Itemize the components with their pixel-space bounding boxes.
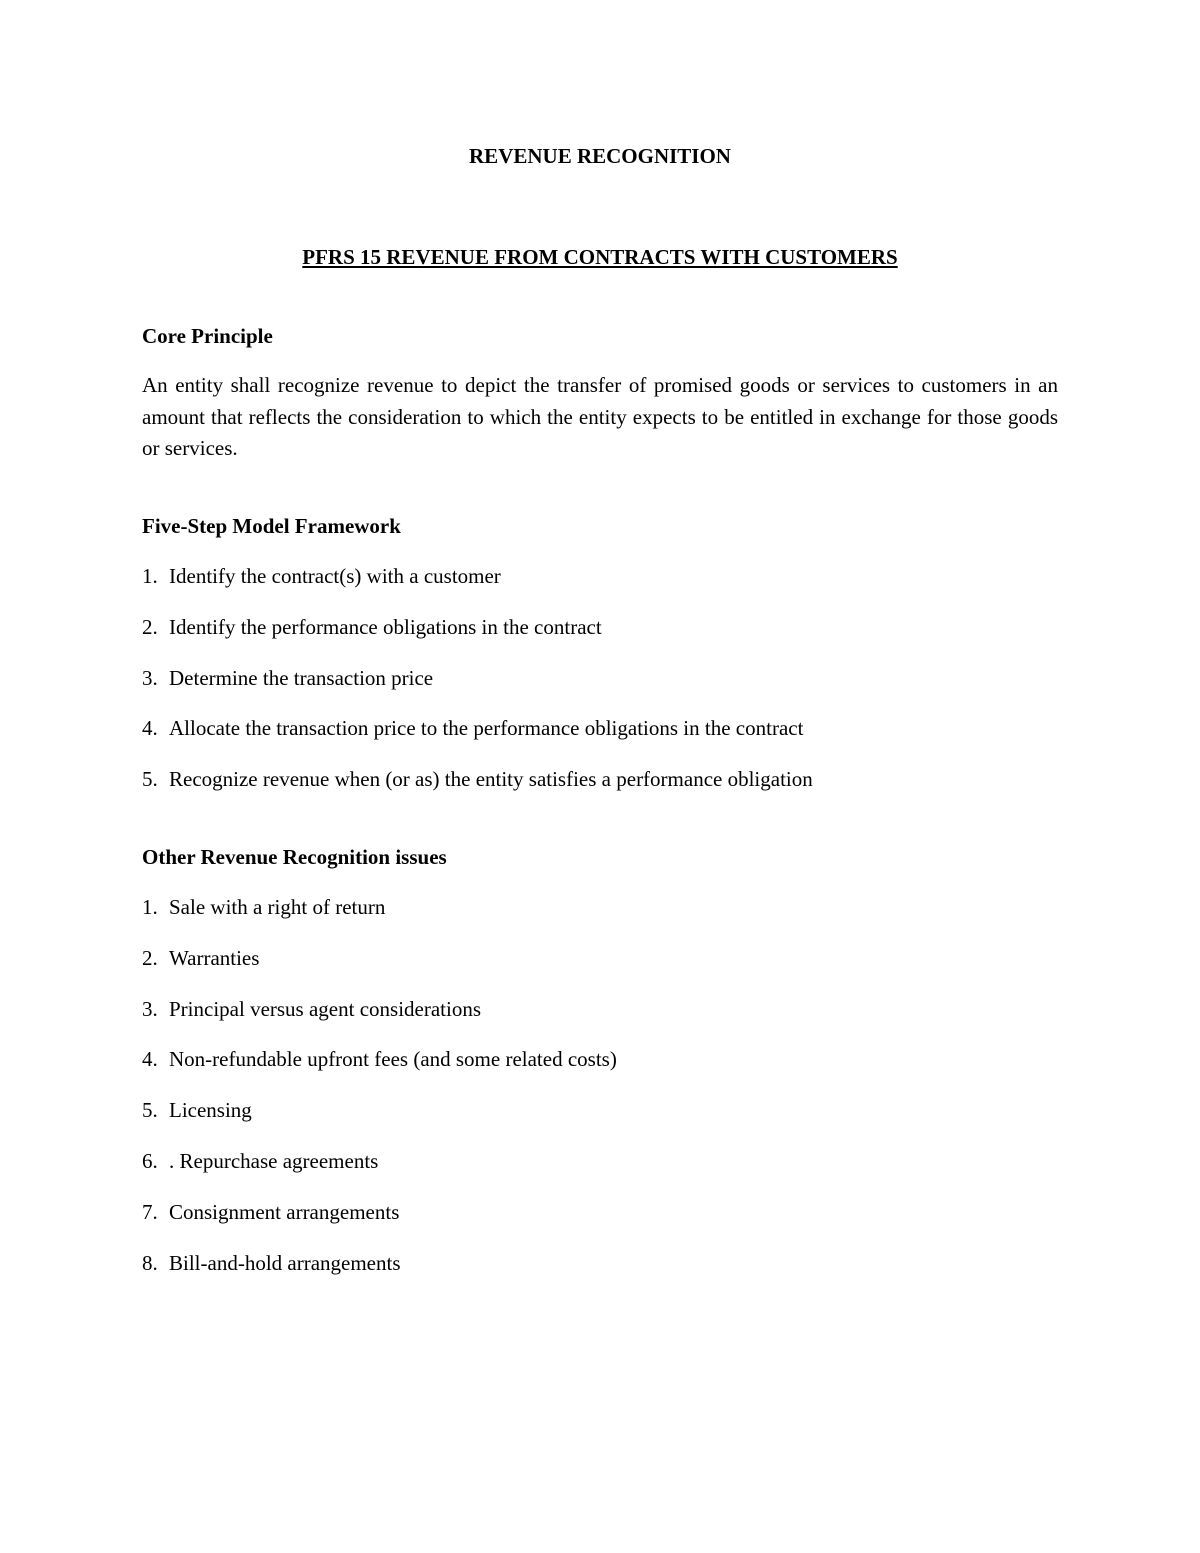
core-principle-heading: Core Principle [142, 324, 273, 348]
list-item [142, 615, 813, 639]
list-item-text: Bill-and-hold arrangements [169, 1250, 401, 1275]
list-item-number: 8. [142, 1250, 158, 1275]
list-item-number: 2. [142, 614, 158, 639]
list-item-number: 6. [142, 1148, 158, 1173]
list-item-text: Allocate the transaction price to the performance obligations in the contract [169, 716, 804, 741]
list-item [142, 716, 813, 740]
document-subtitle: PFRS 15 REVENUE FROM CONTRACTS WITH CUSTOMERS [302, 245, 898, 269]
list-item-text: Licensing [169, 1098, 252, 1123]
list-item-text: Identify the performance obligations in the contract [169, 614, 602, 639]
list-item-number: 4. [142, 1047, 158, 1072]
list-item [142, 564, 813, 588]
list-item [142, 946, 617, 970]
list-item-text: Identify the contract(s) with a customer [169, 564, 501, 588]
list-item [142, 997, 617, 1021]
list-item-number: 5. [142, 1098, 158, 1123]
five-step-heading: Five-Step Model Framework [142, 514, 401, 538]
list-item-number: 2. [142, 945, 158, 970]
list-item [142, 666, 813, 690]
list-item-text: Determine the transaction price [169, 665, 434, 690]
list-item-number: 4. [142, 716, 158, 741]
list-item-number: 5. [142, 767, 158, 792]
list-item-number: 7. [142, 1199, 158, 1224]
list-item-text: . Repurchase agreements [169, 1148, 379, 1173]
list-item [142, 1251, 617, 1275]
list-item-number: 1. [142, 564, 158, 588]
list-item-number: 3. [142, 996, 158, 1021]
list-item [142, 1047, 617, 1071]
list-item-text: Consignment arrangements [169, 1199, 400, 1224]
document-title: REVENUE RECOGNITION [469, 144, 731, 168]
list-item-number: 3. [142, 665, 158, 690]
list-item [142, 1149, 617, 1173]
other-issues-heading: Other Revenue Recognition issues [142, 845, 447, 869]
other-issues-list [142, 895, 617, 1301]
list-item-text: Sale with a right of return [169, 895, 386, 919]
list-item-number: 1. [142, 895, 158, 919]
list-item-text: Principal versus agent considerations [169, 996, 482, 1021]
list-item-text: Non-refundable upfront fees (and some related costs) [169, 1047, 617, 1072]
list-item-text: Warranties [169, 945, 260, 970]
list-item [142, 895, 617, 919]
five-step-list [142, 564, 813, 818]
list-item-text: Recognize revenue when (or as) the entity satisfies a performance obligation [169, 767, 813, 792]
core-principle-paragraph: An entity shall recognize revenue to depict the transfer of promised goods or services to customers in an amount that reflects the consideration to which the entity expects to be entitled in exchange for those goods or services. [142, 373, 1058, 460]
list-item [142, 1200, 617, 1224]
list-item [142, 767, 813, 791]
list-item [142, 1098, 617, 1122]
